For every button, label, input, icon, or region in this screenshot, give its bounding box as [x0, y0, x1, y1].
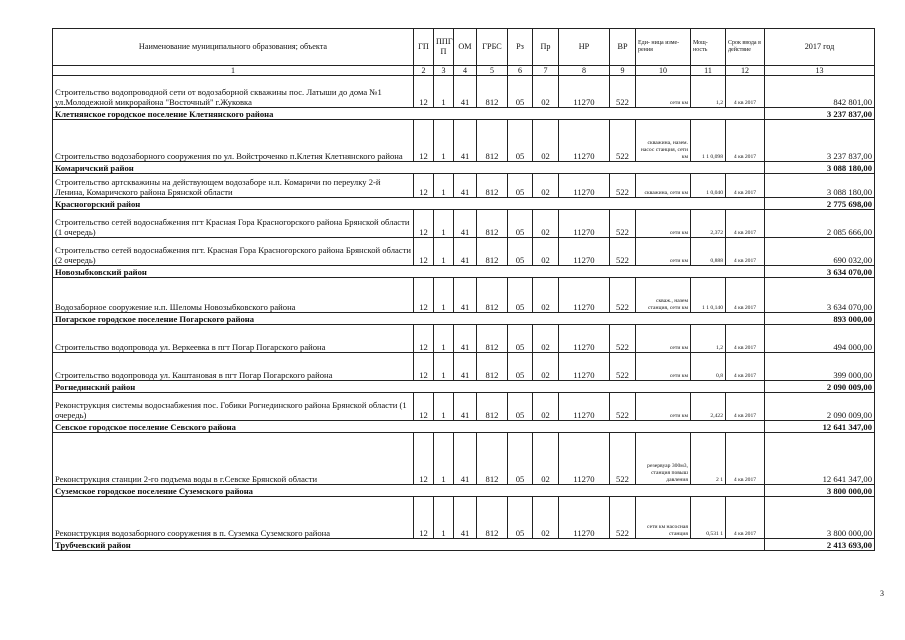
unit-cell: сети км: [636, 393, 691, 421]
gp-cell: 12: [414, 325, 434, 353]
power-cell: 0,888: [691, 238, 726, 266]
header-row: [53, 29, 875, 66]
grbs-cell: 812: [477, 76, 508, 108]
pr-cell: 02: [533, 238, 559, 266]
ppgp-cell: 1: [434, 325, 454, 353]
rz-cell: 05: [508, 210, 533, 238]
ppgp-cell: 1: [434, 120, 454, 162]
district-name: Новозыбковский район: [53, 266, 765, 278]
ppgp-cell: 1: [434, 210, 454, 238]
table-row: [53, 353, 875, 381]
term-cell: 4 кв 2017: [726, 433, 765, 485]
om-cell: 41: [454, 76, 477, 108]
district-name: Трубчевский район: [53, 539, 765, 551]
gp-cell: 12: [414, 497, 434, 539]
district-group-row: [53, 539, 875, 551]
term-cell: 4 кв 2017: [726, 238, 765, 266]
unit-cell: скважина, сети км: [636, 174, 691, 198]
amount-cell: 3 800 000,00: [765, 497, 875, 539]
object-name: Строительство сетей водоснабжения пгт Красная Гора Красногорского района Брянской области (1 очередь): [53, 210, 414, 238]
district-group-row: [53, 108, 875, 120]
col-number: 5: [477, 66, 508, 76]
district-name: Клетнянское городское поселение Клетнянского района: [53, 108, 765, 120]
district-total: 2 413 693,00: [765, 539, 875, 551]
pr-cell: 02: [533, 393, 559, 421]
vr-cell: 522: [610, 238, 636, 266]
pr-cell: 02: [533, 120, 559, 162]
amount-cell: 3 088 180,00: [765, 174, 875, 198]
pr-cell: 02: [533, 497, 559, 539]
district-group-row: [53, 313, 875, 325]
gp-cell: 12: [414, 393, 434, 421]
amount-cell: 690 032,00: [765, 238, 875, 266]
col-number: 12: [726, 66, 765, 76]
amount-cell: 842 801,00: [765, 76, 875, 108]
unit-cell: сети км насосная станция: [636, 497, 691, 539]
ppgp-cell: 1: [434, 238, 454, 266]
vr-cell: 522: [610, 278, 636, 313]
rz-cell: 05: [508, 120, 533, 162]
nr-cell: 11270: [559, 210, 610, 238]
district-total: 3 088 180,00: [765, 162, 875, 174]
power-cell: 0,8: [691, 353, 726, 381]
rz-cell: 05: [508, 238, 533, 266]
object-name: Реконструкция водозаборного сооружения в п. Суземка Суземского района: [53, 497, 414, 539]
ppgp-cell: 1: [434, 353, 454, 381]
district-total: 2 775 698,00: [765, 198, 875, 210]
nr-cell: 11270: [559, 433, 610, 485]
om-cell: 41: [454, 325, 477, 353]
object-name: Строительство водопровода ул. Каштановая в пгт Погар Погарского района: [53, 353, 414, 381]
district-total: 3 800 000,00: [765, 485, 875, 497]
term-cell: 4 кв 2017: [726, 278, 765, 313]
district-group-row: [53, 421, 875, 433]
grbs-cell: 812: [477, 238, 508, 266]
grbs-cell: 812: [477, 278, 508, 313]
district-group-row: [53, 162, 875, 174]
rz-cell: 05: [508, 353, 533, 381]
term-cell: 4 кв 2017: [726, 174, 765, 198]
header-ppgp: ППГ П: [434, 29, 454, 66]
unit-cell: сети км: [636, 353, 691, 381]
grbs-cell: 812: [477, 353, 508, 381]
budget-table-sheet: [52, 28, 875, 551]
col-number: 13: [765, 66, 875, 76]
table-row: [53, 174, 875, 198]
grbs-cell: 812: [477, 325, 508, 353]
col-number: 10: [636, 66, 691, 76]
unit-cell: скважина, назем. насос станция, сети км: [636, 120, 691, 162]
nr-cell: 11270: [559, 238, 610, 266]
nr-cell: 11270: [559, 497, 610, 539]
table-row: [53, 497, 875, 539]
unit-cell: скваж., назем станция, сети км: [636, 278, 691, 313]
district-name: Севское городское поселение Севского района: [53, 421, 765, 433]
header-grbs: ГРБС: [477, 29, 508, 66]
district-total: 2 090 009,00: [765, 381, 875, 393]
table-row: [53, 76, 875, 108]
term-cell: 4 кв 2017: [726, 325, 765, 353]
pr-cell: 02: [533, 174, 559, 198]
ppgp-cell: 1: [434, 278, 454, 313]
col-number: 7: [533, 66, 559, 76]
district-group-row: [53, 266, 875, 278]
term-cell: 4 кв 2017: [726, 210, 765, 238]
nr-cell: 11270: [559, 325, 610, 353]
power-cell: 2,422: [691, 393, 726, 421]
header-nr: НР: [559, 29, 610, 66]
vr-cell: 522: [610, 353, 636, 381]
object-name: Строительство водопроводной сети от водозаборной скважины пос. Латыши до дома №1 ул.Молодежной микрорайона "Восточный" г.Жуковка: [53, 76, 414, 108]
district-total: 3 634 070,00: [765, 266, 875, 278]
nr-cell: 11270: [559, 353, 610, 381]
district-total: 3 237 837,00: [765, 108, 875, 120]
term-cell: 4 кв 2017: [726, 120, 765, 162]
power-cell: 1,2: [691, 325, 726, 353]
header-vr: ВР: [610, 29, 636, 66]
nr-cell: 11270: [559, 76, 610, 108]
rz-cell: 05: [508, 76, 533, 108]
pr-cell: 02: [533, 210, 559, 238]
om-cell: 41: [454, 120, 477, 162]
header-power: Мощ- ность: [691, 29, 726, 66]
object-name: Водозаборное сооружение н.п. Шеломы Новозыбковского района: [53, 278, 414, 313]
unit-cell: резервуар 300м3, станция повыш давления: [636, 433, 691, 485]
col-number: 11: [691, 66, 726, 76]
grbs-cell: 812: [477, 120, 508, 162]
power-cell: 2,372: [691, 210, 726, 238]
amount-cell: 3 237 837,00: [765, 120, 875, 162]
grbs-cell: 812: [477, 174, 508, 198]
grbs-cell: 812: [477, 210, 508, 238]
rz-cell: 05: [508, 497, 533, 539]
column-number-row: [53, 66, 875, 76]
district-total: 12 641 347,00: [765, 421, 875, 433]
ppgp-cell: 1: [434, 76, 454, 108]
col-number: 3: [434, 66, 454, 76]
term-cell: 4 кв 2017: [726, 393, 765, 421]
grbs-cell: 812: [477, 433, 508, 485]
power-cell: 1 1 0,140: [691, 278, 726, 313]
header-gp: ГП: [414, 29, 434, 66]
object-name: Реконструкция станции 2-го подъема воды в г.Севске Брянской области: [53, 433, 414, 485]
header-term: Срок ввода в действие: [726, 29, 765, 66]
gp-cell: 12: [414, 433, 434, 485]
col-number: 2: [414, 66, 434, 76]
unit-cell: сети км: [636, 325, 691, 353]
om-cell: 41: [454, 174, 477, 198]
district-total: 893 000,00: [765, 313, 875, 325]
vr-cell: 522: [610, 325, 636, 353]
table-row: [53, 433, 875, 485]
gp-cell: 12: [414, 210, 434, 238]
vr-cell: 522: [610, 174, 636, 198]
table-row: [53, 278, 875, 313]
power-cell: 1,2: [691, 76, 726, 108]
col-number: 6: [508, 66, 533, 76]
ppgp-cell: 1: [434, 393, 454, 421]
nr-cell: 11270: [559, 278, 610, 313]
gp-cell: 12: [414, 174, 434, 198]
amount-cell: 2 085 666,00: [765, 210, 875, 238]
col-number: 1: [53, 66, 414, 76]
rz-cell: 05: [508, 325, 533, 353]
grbs-cell: 812: [477, 393, 508, 421]
object-name: Строительство водозаборного сооружения по ул. Войстроченко п.Клетня Клетнянского района: [53, 120, 414, 162]
vr-cell: 522: [610, 433, 636, 485]
district-group-row: [53, 381, 875, 393]
grbs-cell: 812: [477, 497, 508, 539]
amount-cell: 3 634 070,00: [765, 278, 875, 313]
ppgp-cell: 1: [434, 433, 454, 485]
pr-cell: 02: [533, 278, 559, 313]
amount-cell: 494 000,00: [765, 325, 875, 353]
header-pr: Пр: [533, 29, 559, 66]
om-cell: 41: [454, 393, 477, 421]
om-cell: 41: [454, 278, 477, 313]
district-group-row: [53, 198, 875, 210]
term-cell: 4 кв 2017: [726, 497, 765, 539]
unit-cell: сети км: [636, 76, 691, 108]
pr-cell: 02: [533, 76, 559, 108]
gp-cell: 12: [414, 353, 434, 381]
header-om: ОМ: [454, 29, 477, 66]
om-cell: 41: [454, 433, 477, 485]
power-cell: 1 0,040: [691, 174, 726, 198]
district-name: Рогнединский район: [53, 381, 765, 393]
nr-cell: 11270: [559, 120, 610, 162]
nr-cell: 11270: [559, 393, 610, 421]
col-number: 9: [610, 66, 636, 76]
table-row: [53, 325, 875, 353]
gp-cell: 12: [414, 120, 434, 162]
ppgp-cell: 1: [434, 174, 454, 198]
om-cell: 41: [454, 353, 477, 381]
om-cell: 41: [454, 210, 477, 238]
unit-cell: сети км: [636, 238, 691, 266]
vr-cell: 522: [610, 76, 636, 108]
object-name: Строительство водопровода ул. Веркеевка в пгт Погар Погарского района: [53, 325, 414, 353]
district-name: Суземское городское поселение Суземского района: [53, 485, 765, 497]
pr-cell: 02: [533, 325, 559, 353]
rz-cell: 05: [508, 433, 533, 485]
col-number: 8: [559, 66, 610, 76]
table-body: [53, 76, 875, 551]
om-cell: 41: [454, 238, 477, 266]
unit-cell: сети км: [636, 210, 691, 238]
ppgp-cell: 1: [434, 497, 454, 539]
vr-cell: 522: [610, 393, 636, 421]
object-name: Строительство сетей водоснабжения пгт. Красная Гора Красногорского района Брянской области (2 очередь): [53, 238, 414, 266]
col-number: 4: [454, 66, 477, 76]
district-name: Погарское городское поселение Погарского района: [53, 313, 765, 325]
gp-cell: 12: [414, 76, 434, 108]
pr-cell: 02: [533, 353, 559, 381]
object-name: Строительство артскважины на действующем водозаборе н.п. Комаричи по переулку 2-й Ленина, Комаричского района Брянской области: [53, 174, 414, 198]
nr-cell: 11270: [559, 174, 610, 198]
amount-cell: 2 090 009,00: [765, 393, 875, 421]
amount-cell: 12 641 347,00: [765, 433, 875, 485]
rz-cell: 05: [508, 174, 533, 198]
rz-cell: 05: [508, 278, 533, 313]
gp-cell: 12: [414, 278, 434, 313]
amount-cell: 399 000,00: [765, 353, 875, 381]
table-row: [53, 238, 875, 266]
district-name: Красногорский район: [53, 198, 765, 210]
om-cell: 41: [454, 497, 477, 539]
gp-cell: 12: [414, 238, 434, 266]
table-row: [53, 120, 875, 162]
table-row: [53, 393, 875, 421]
vr-cell: 522: [610, 497, 636, 539]
rz-cell: 05: [508, 393, 533, 421]
term-cell: 4 кв 2017: [726, 353, 765, 381]
header-name: Наименование муниципального образования; объекта: [53, 29, 414, 66]
header-rz: Рз: [508, 29, 533, 66]
table-row: [53, 210, 875, 238]
power-cell: 1 1 0,098: [691, 120, 726, 162]
pr-cell: 02: [533, 433, 559, 485]
header-year: 2017 год: [765, 29, 875, 66]
district-name: Комаричский район: [53, 162, 765, 174]
vr-cell: 522: [610, 210, 636, 238]
vr-cell: 522: [610, 120, 636, 162]
object-name: Реконструкция системы водоснабжения пос. Гобики Рогнединского района Брянской области (1 очередь): [53, 393, 414, 421]
power-cell: 0,531 1: [691, 497, 726, 539]
budget-table: [52, 28, 875, 551]
page-number: 3: [880, 589, 884, 598]
term-cell: 4 кв 2017: [726, 76, 765, 108]
header-unit: Еди- ница изме- рения: [636, 29, 691, 66]
power-cell: 2 1: [691, 433, 726, 485]
district-group-row: [53, 485, 875, 497]
